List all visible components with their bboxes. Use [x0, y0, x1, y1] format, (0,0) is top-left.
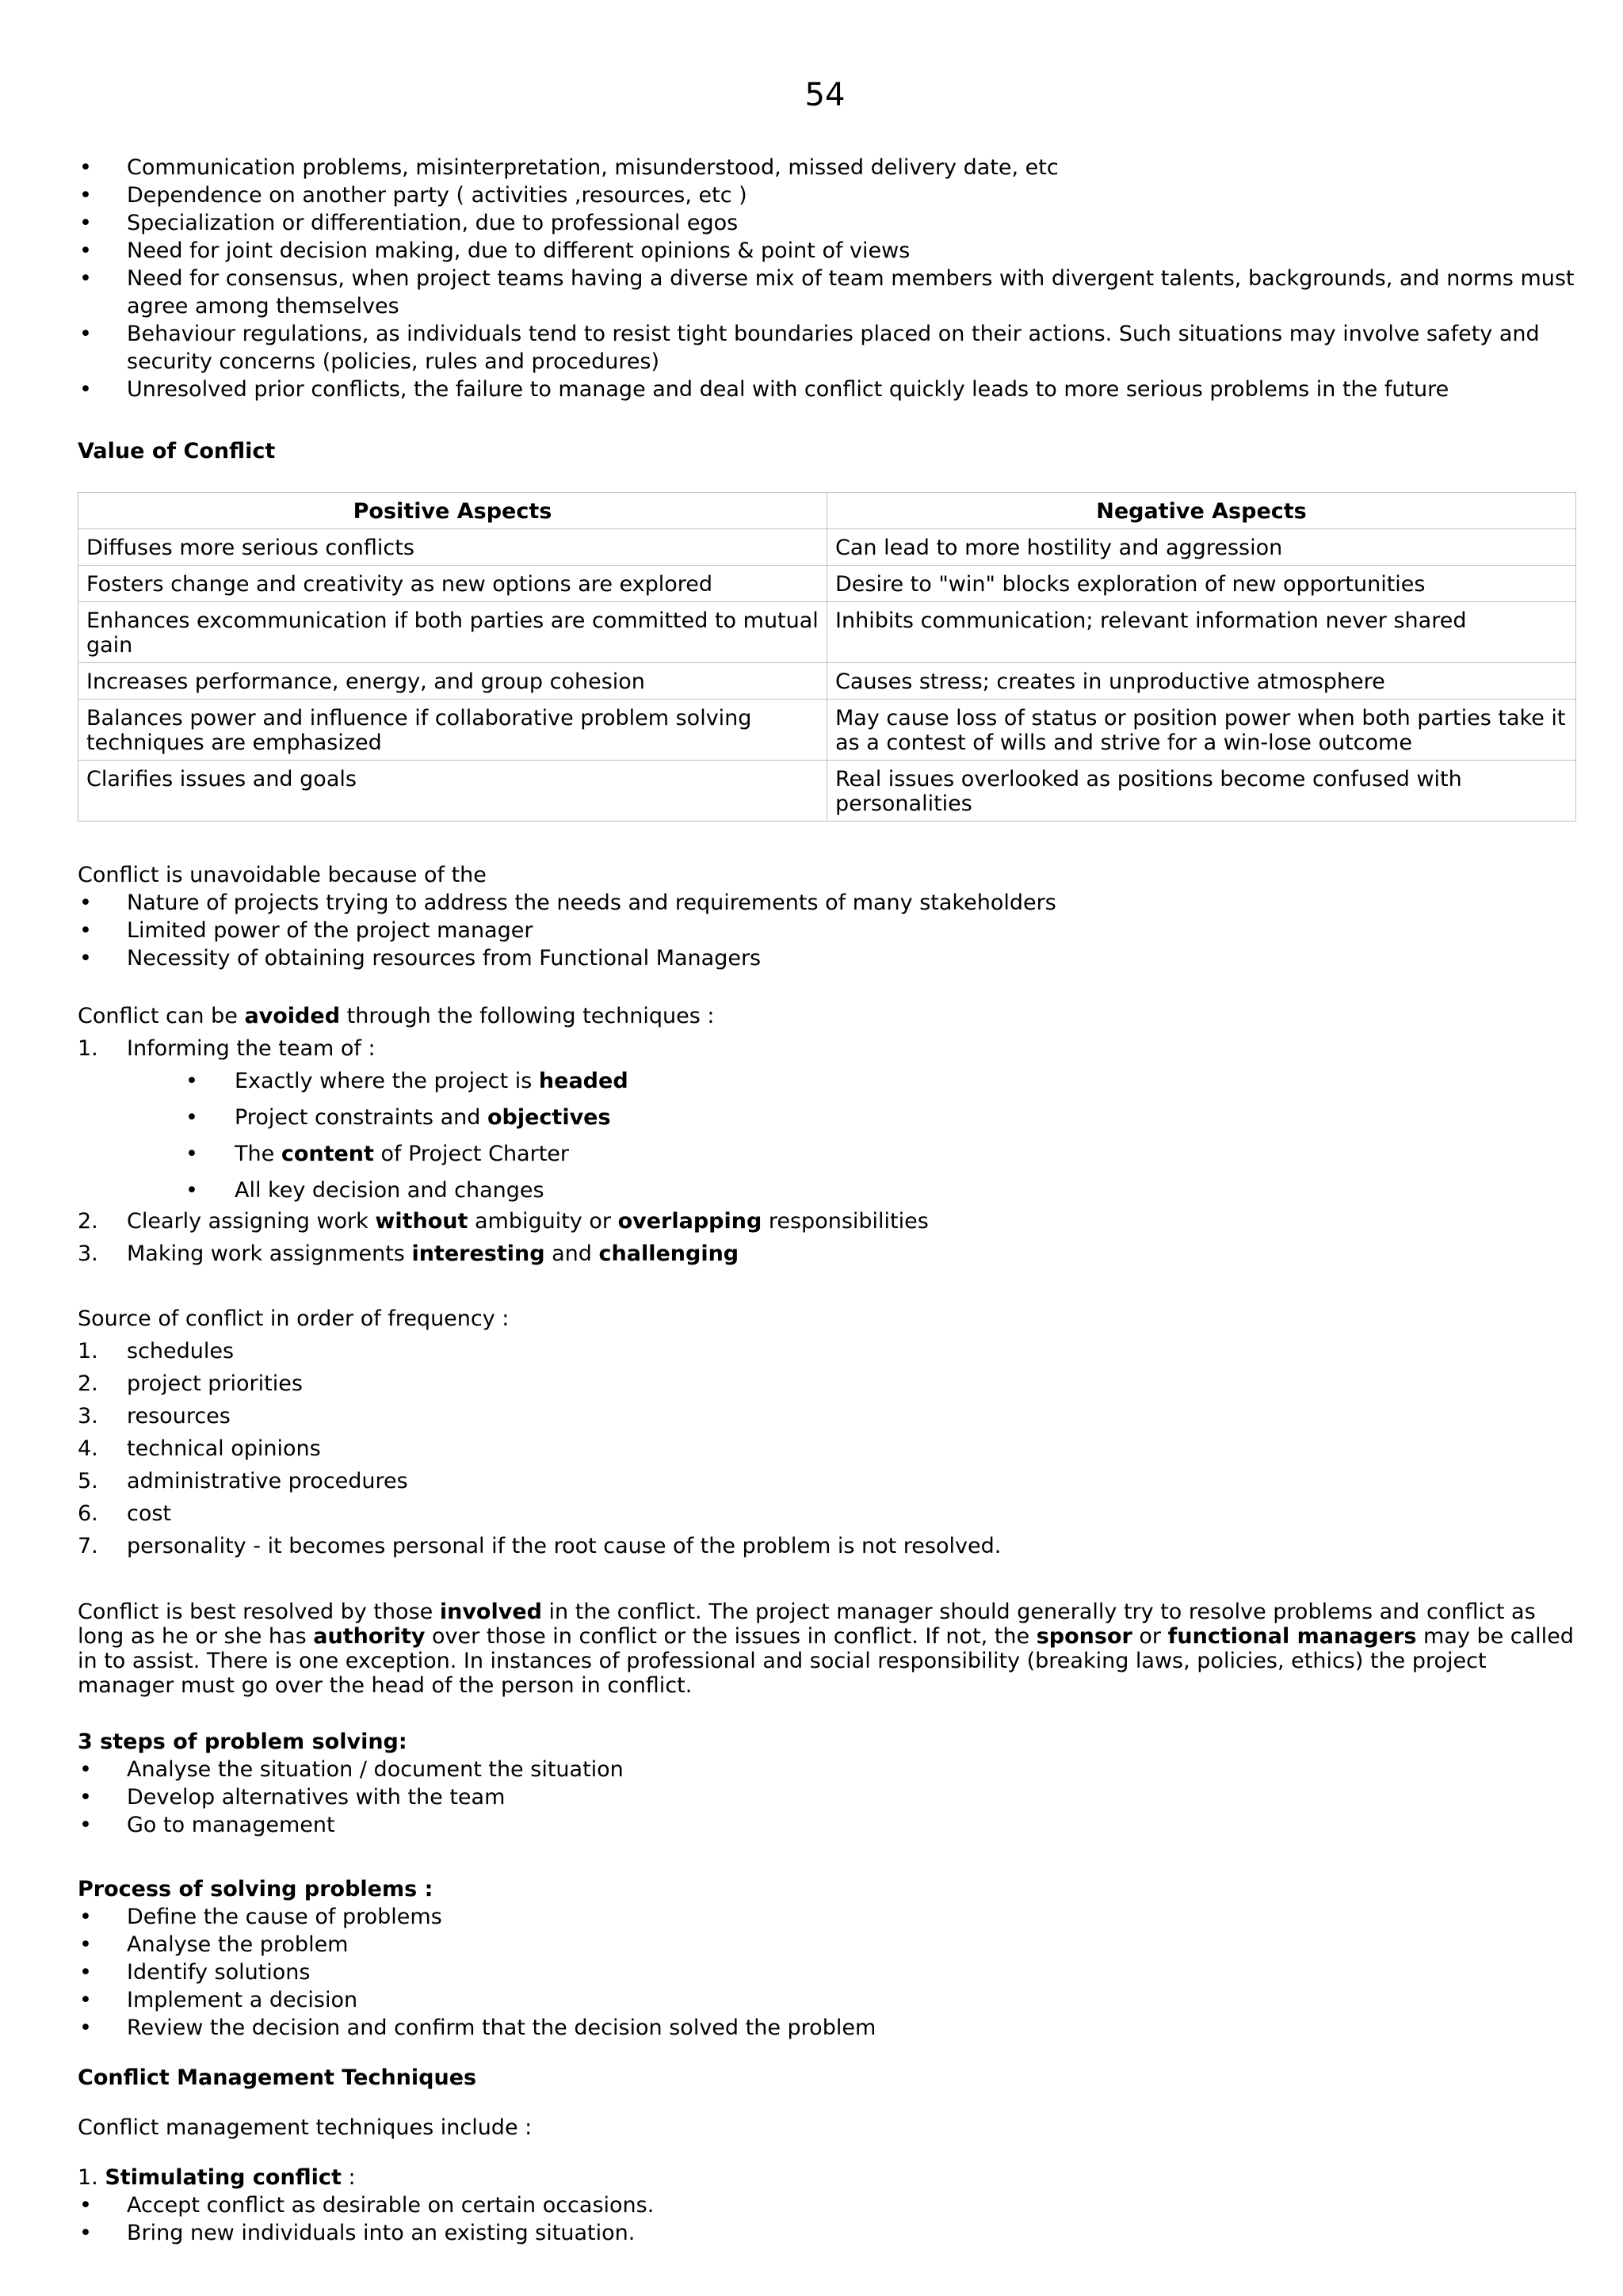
- table-cell: Enhances excommunication if both parties are committed to mutual gain: [78, 602, 827, 663]
- table-cell: Inhibits communication; relevant information never shared: [827, 602, 1576, 663]
- aspects-table: [78, 492, 1576, 822]
- table-cell: Clarifies issues and goals: [78, 761, 827, 822]
- table-header-row: [78, 493, 1576, 529]
- frequency-list: [78, 1337, 1575, 1560]
- page-content: [78, 154, 1575, 2247]
- table-cell: Balances power and influence if collaborative problem solving techniques are emphasized: [78, 700, 827, 761]
- list-item: • The content of Project Charter: [127, 1140, 1575, 1168]
- list-item: 3. resources: [78, 1404, 231, 1428]
- list-item: • Nature of projects trying to address the needs and requirements of many stakeholders: [78, 889, 1575, 917]
- table-cell: Real issues overlooked as positions become confused with personalities: [827, 761, 1576, 822]
- list-item: • Dependence on another party ( activities ,resources, etc ): [78, 181, 1575, 209]
- list-item: 2. Clearly assigning work without ambiguity or overlapping responsibilities: [78, 1209, 929, 1234]
- list-item: • Behaviour regulations, as individuals tend to resist tight boundaries placed on their actions. Such situations may involve safety and security concerns (policies, rules and procedures): [78, 320, 1575, 376]
- list-item: 1. schedules: [78, 1339, 235, 1363]
- table-cell: May cause loss of status or position power when both parties take it as a contest of wills and strive for a win-lose outcome: [827, 700, 1576, 761]
- list-item: • Need for consensus, when project teams having a diverse mix of team members with divergent talents, backgrounds, and norms must agree among themselves: [78, 265, 1575, 320]
- three-steps-list: [78, 1756, 1575, 1839]
- list-item: • Exactly where the project is headed: [127, 1067, 1575, 1095]
- table-row: [78, 529, 1576, 566]
- list-item: 1. Informing the team of : • Exactly where the project is headed • Project constraints and objectives • The content of Project Charter • All key decision and changes: [78, 1035, 1575, 1204]
- stimulating-conflict-list: [78, 2191, 1575, 2247]
- list-item: • Project constraints and objectives: [127, 1104, 1575, 1131]
- list-item: • Develop alternatives with the team: [78, 1783, 1575, 1811]
- process-list: [78, 1903, 1575, 2042]
- list-item: • Unresolved prior conflicts, the failure to manage and deal with conflict quickly leads to more serious problems in the future: [78, 376, 1575, 403]
- list-item: • Necessity of obtaining resources from Functional Managers: [78, 944, 1575, 972]
- table-cell: Desire to "win" blocks exploration of new opportunities: [827, 566, 1576, 602]
- list-item: • Go to management: [78, 1811, 1575, 1839]
- list-item: 5. administrative procedures: [78, 1469, 408, 1493]
- list-item: • Limited power of the project manager: [78, 917, 1575, 944]
- unavoidable-intro: Conflict is unavoidable because of the: [78, 863, 487, 887]
- list-item: • Implement a decision: [78, 1986, 1575, 2014]
- list-item: 3. Making work assignments interesting and challenging: [78, 1241, 739, 1266]
- list-item: • Review the decision and confirm that the decision solved the problem: [78, 2014, 1575, 2042]
- list-item: • Need for joint decision making, due to different opinions & point of views: [78, 237, 1575, 265]
- list-item: 7. personality - it becomes personal if the root cause of the problem is not resolved.: [78, 1534, 1002, 1558]
- column-header-negative: Negative Aspects: [827, 493, 1576, 529]
- table-row: [78, 761, 1576, 822]
- column-header-positive: Positive Aspects: [78, 493, 827, 529]
- list-item: • Analyse the problem: [78, 1931, 1575, 1958]
- table-cell: Diffuses more serious conflicts: [78, 529, 827, 566]
- table-cell: Causes stress; creates in unproductive atmosphere: [827, 663, 1576, 700]
- list-item: • Communication problems, misinterpretation, misunderstood, missed delivery date, etc: [78, 154, 1575, 181]
- three-steps-heading: 3 steps of problem solving:: [78, 1730, 407, 1754]
- stimulating-conflict-item: 1. Stimulating conflict :: [78, 2165, 356, 2190]
- techniques-heading: Conflict Management Techniques: [78, 2065, 477, 2090]
- process-heading: Process of solving problems :: [78, 1877, 433, 1901]
- list-item: • Identify solutions: [78, 1958, 1575, 1986]
- table-row: [78, 602, 1576, 663]
- list-item: • Accept conflict as desirable on certain occasions.: [78, 2191, 1575, 2219]
- list-item: • Specialization or differentiation, due to professional egos: [78, 209, 1575, 237]
- techniques-intro: Conflict management techniques include :: [78, 2115, 533, 2140]
- list-item: 6. cost: [78, 1501, 172, 1526]
- table-cell: Increases performance, energy, and group cohesion: [78, 663, 827, 700]
- inform-team-sublist: [127, 1067, 1575, 1204]
- list-item: • Bring new individuals into an existing situation.: [78, 2219, 1575, 2247]
- avoided-intro: Conflict can be avoided through the following techniques :: [78, 1004, 715, 1028]
- table-cell: Can lead to more hostility and aggression: [827, 529, 1576, 566]
- conflict-sources-list: [78, 154, 1575, 403]
- resolution-paragraph: Conflict is best resolved by those involved in the conflict. The project manager should generally try to resolve problems and conflict as long as he or she has authority over those in conflict or the issues in conflict. If not, the sponsor or functional managers may be called in to assist. There is one exception. In instances of professional and social responsibility (breaking laws, policies, ethics) the project manager must go over the head of the person in conflict.: [78, 1600, 1574, 1698]
- avoid-techniques-list: [78, 1035, 1575, 1268]
- table-row: [78, 566, 1576, 602]
- list-item: • All key decision and changes: [127, 1177, 1575, 1204]
- list-item: 2. project priorities: [78, 1371, 303, 1396]
- table-cell: Fosters change and creativity as new options are explored: [78, 566, 827, 602]
- table-row: [78, 700, 1576, 761]
- table-row: [78, 663, 1576, 700]
- value-of-conflict-heading: Value of Conflict: [78, 439, 276, 463]
- page-number: 54: [804, 77, 846, 113]
- list-item: • Define the cause of problems: [78, 1903, 1575, 1931]
- list-item: 4. technical opinions: [78, 1436, 321, 1461]
- unavoidable-list: [78, 889, 1575, 972]
- frequency-intro: Source of conflict in order of frequency :: [78, 1306, 510, 1331]
- list-item: • Analyse the situation / document the situation: [78, 1756, 1575, 1783]
